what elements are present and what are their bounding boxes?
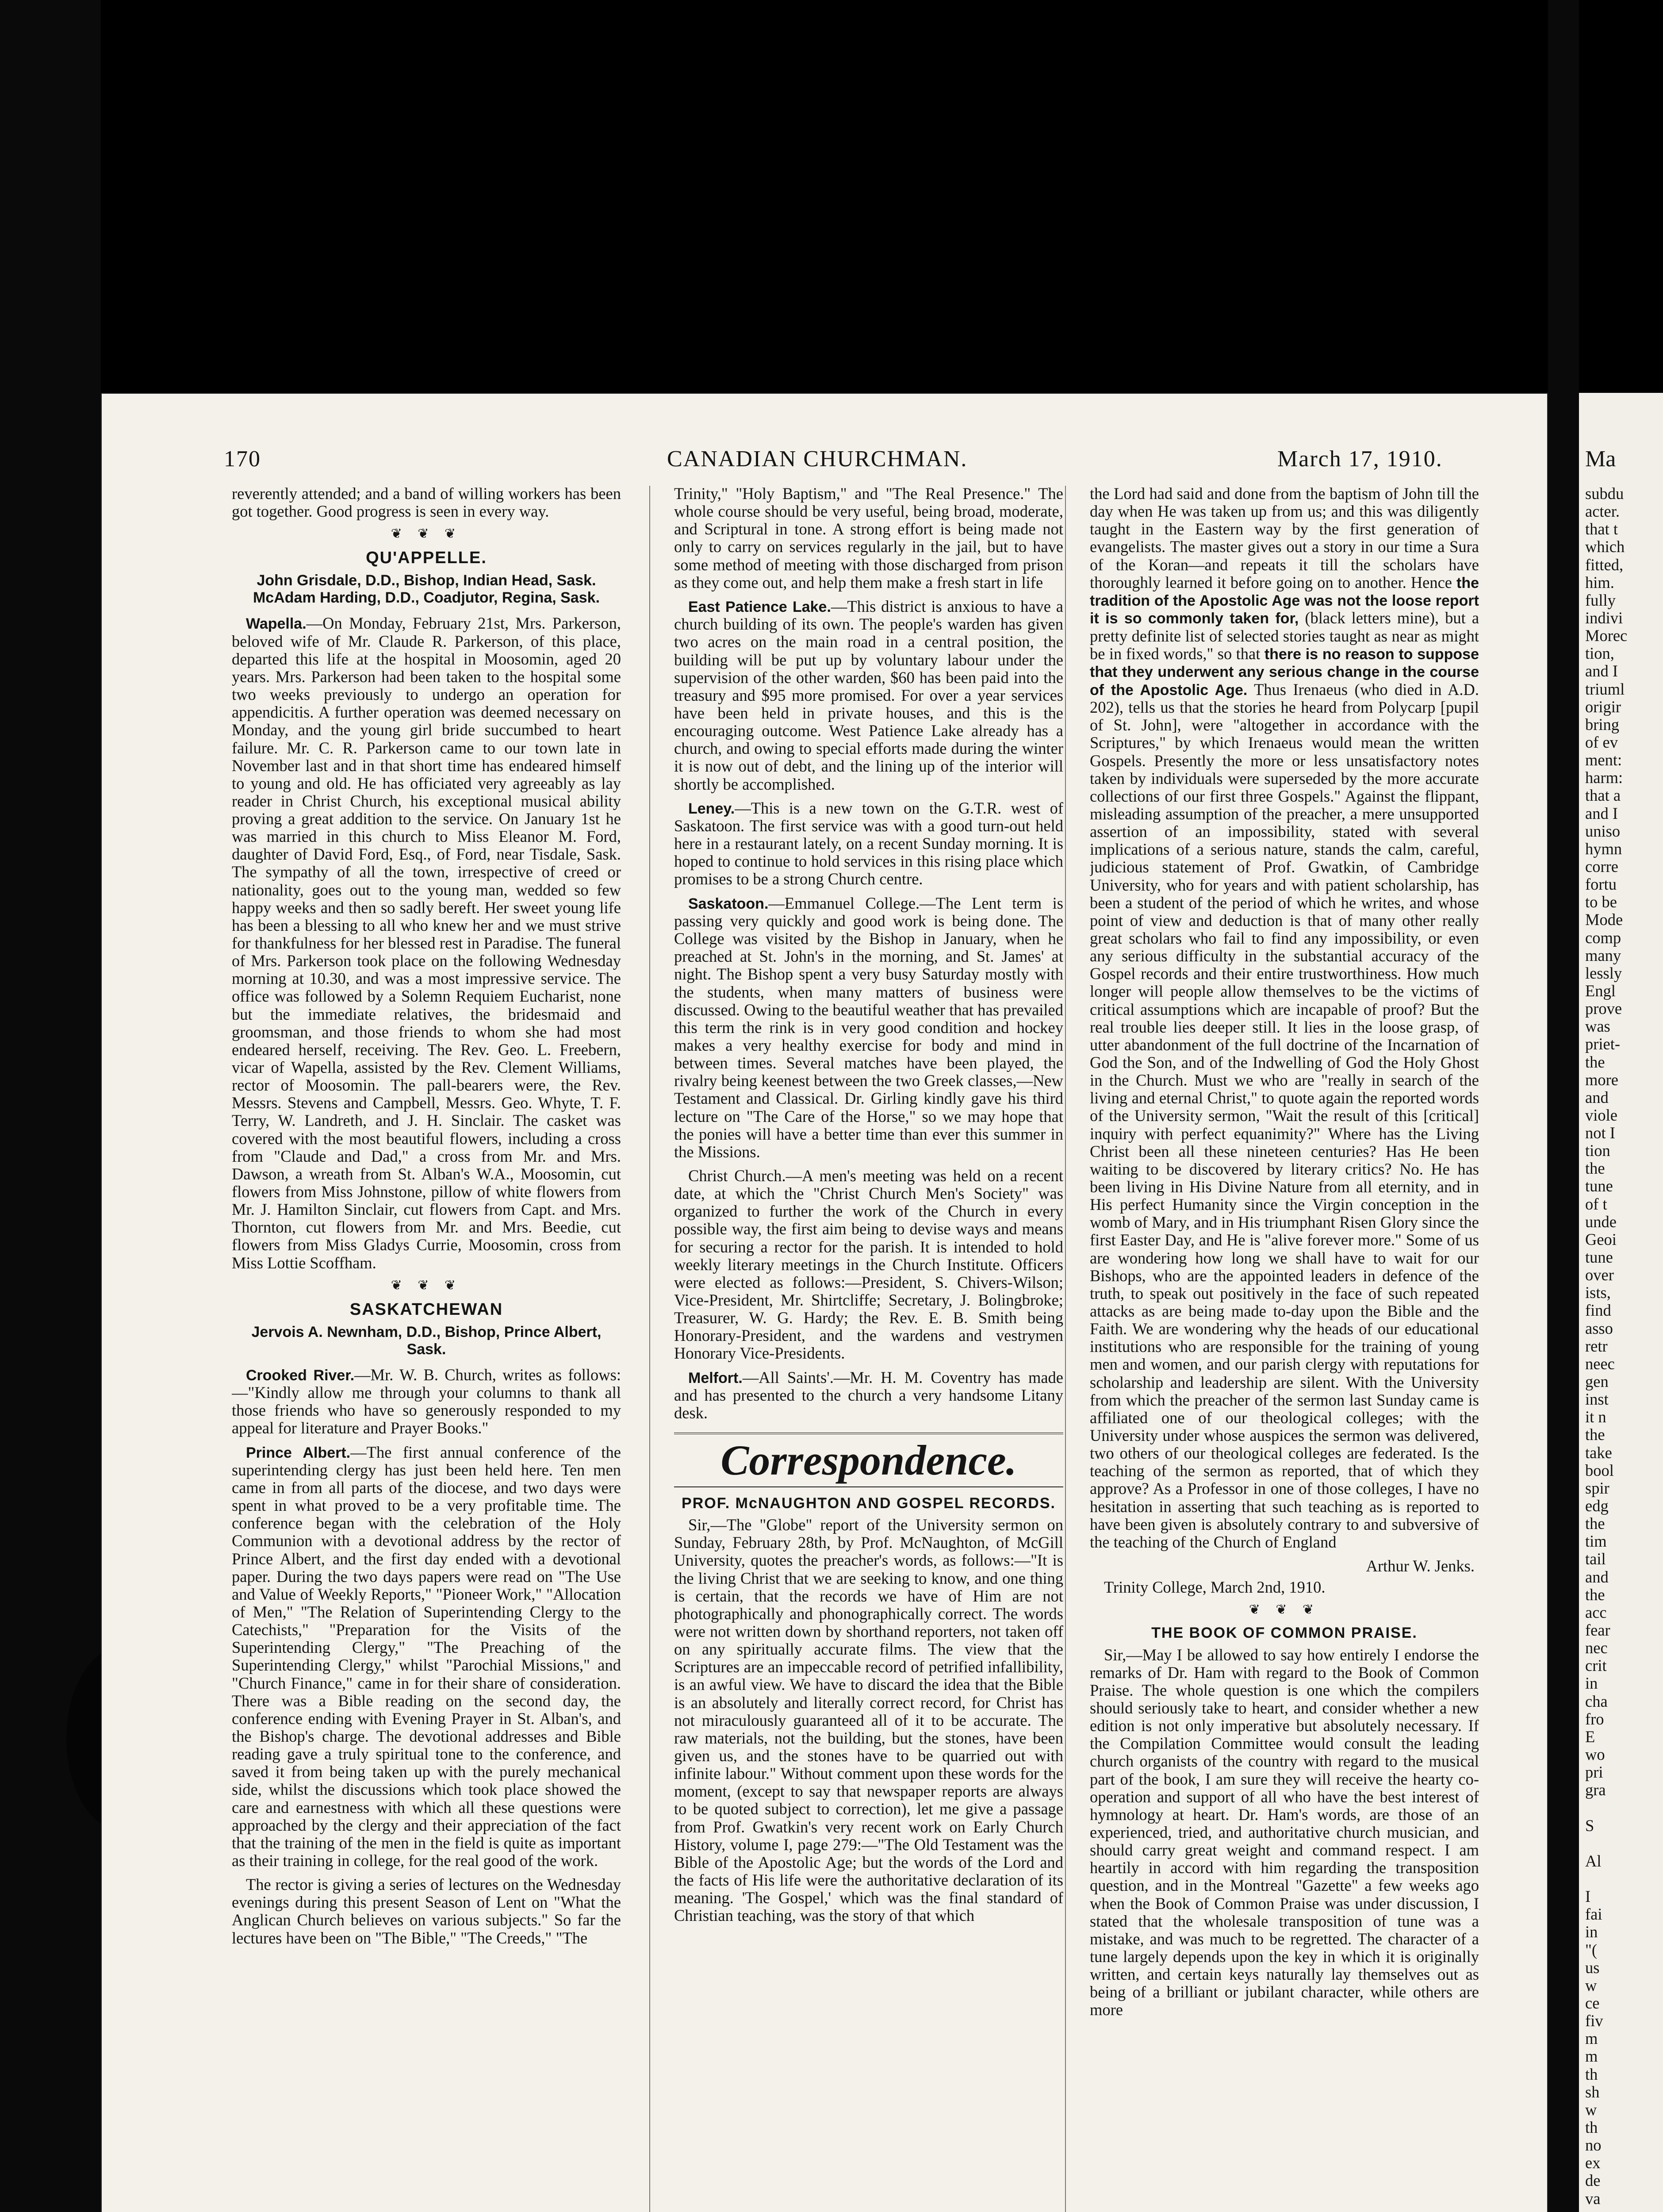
facing-line-fragment: the — [1585, 1160, 1605, 1178]
facing-line-fragment: sh — [1585, 2083, 1600, 2101]
column-rule — [1065, 486, 1066, 2212]
facing-line-fragment — [1585, 1799, 1663, 1816]
place-name: Leney. — [688, 800, 735, 817]
facing-line-fragment: the — [1585, 1586, 1605, 1604]
facing-line-fragment: lessly — [1585, 964, 1622, 982]
page-header — [101, 446, 1548, 481]
facing-line-fragment: gra — [1585, 1781, 1606, 1799]
facing-line-fragment: tion, — [1585, 645, 1614, 663]
bishop-line: John Grisdale, D.D., Bishop, Indian Head, Sask. McAdam Harding, D.D., Coadjutor, Regina, Sask. — [253, 572, 600, 607]
facing-line-fragment: fai — [1585, 1905, 1602, 1924]
facing-line-fragment: tail — [1585, 1550, 1606, 1568]
facing-line-fragment: take — [1585, 1444, 1612, 1462]
facing-line-fragment: neec — [1585, 1355, 1615, 1373]
column-3 — [1090, 485, 1479, 2212]
facing-line-fragment: retr — [1585, 1337, 1608, 1355]
facing-line-fragment: ists, — [1585, 1284, 1611, 1302]
bishop-line: Jervois A. Newnham, D.D., Bishop, Prince Albert, Sask. — [251, 1323, 602, 1358]
facing-line-fragment: gen — [1585, 1373, 1609, 1391]
facing-line-fragment: in — [1585, 1923, 1598, 1941]
facing-line-fragment: va — [1585, 2189, 1601, 2208]
facing-line-fragment: corre — [1585, 857, 1618, 876]
facing-line-fragment: fitted, — [1585, 556, 1624, 574]
lectures-paragraph: The rector is giving a series of lectures on the Wednesday evenings during this present Season of Lent on "What the Anglican Church believes on various subjects." So far the lectures have been on "The Bible," "The Creeds," "The — [232, 1875, 621, 1947]
facing-line-fragment: S — [1585, 1816, 1594, 1835]
facing-line-fragment: of t — [1585, 1195, 1607, 1213]
melfort-item: Melfort.—All Saints'.—Mr. H. M. Coventry has made and has presented to the church a very handsome Litany desk. — [674, 1368, 1063, 1422]
facing-line-fragment: fully — [1585, 591, 1616, 609]
facing-line-fragment: Engl — [1585, 982, 1616, 1000]
facing-line-fragment: the — [1585, 1515, 1605, 1533]
facing-line-fragment: Morec — [1585, 627, 1628, 645]
issue-date: March 17, 1910. — [1277, 446, 1443, 472]
facing-line-fragment: Mode — [1585, 911, 1623, 929]
newspaper-page — [101, 393, 1548, 2212]
facing-line-fragment: and I — [1585, 662, 1618, 680]
letter-continued: the Lord had said and done from the baptism of John till the day when He was taken up from us; and this was diligently taught in the Eastern way by the first generation of evangelists. The master gives out a story in our time a Sura of the Koran—and repeats it till the scholars have thoroughly learned it before going on to another. Hence the tradition of the Apostolic Age was not the loose report it is so commonly taken for, (black letters mine), but a pretty definite list of selected stories taught as near as might be in fixed words," so that there is no reason to suppose that they underwent any serious change in the course of the Apostolic Age. Thus Irenaeus (who died in A.D. 202), tells us that the stories he heard from Polycarp [pupil of St. John], were "altogether in accordance with the Scriptures," by which Irenaeus would mean the written Gospels. Presently the more or less unsatisfactory notes taken by individuals were superseded by the more accurate collections of our first three Gospels." Against the flippant, misleading assumption of the preacher, a mere unsupported assertion of an impossibility, stated with several implications of a serious nature, stands the calm, careful, judicious statement of Prof. Gwatkin, of Cambridge University, who for years and with patient scholarship, has been a student of the period of which he writes, and whose point of view and deduction is that of many other really great scholars who fail to find any impossibility, or even any serious difficulty in the substantial accuracy of the Gospel records and their entire trustworthiness. How much longer will people allow themselves to be the victims of critical assumptions which are incapable of proof? But the real trouble lies deeper still. It lies in the loose grasp, of utter abandonment of the full doctrine of the Incarnation of God the Son, and of the Indwelling of God the Holy Ghost in the Church. Must we who are "really in search of the living and eternal Christ," to quote again the reported words of the University sermon, "Wait the result of this [critical] inquiry with perfect equanimity?" Where has the Living Christ been all these nineteen centuries? Has He been waiting to be discovered by literary critics? No. He has been living in His Divine Nature from all eternity, and in His perfect Humanity since the Virgin conception in the womb of Mary, and in His triumphant Risen Glory since the first Easter Day, and He is "alive forever more." Some of us are wondering how long we shall have to wait for our Bishops, who are the appointed leaders in defence of the truth, to speak out positively in the face of such repeated attacks as are being made to-day upon the Bible and the Faith. We are wondering why the heads of our educational institutions who are responsible for the training of young men and women, and our parish clergy with reputations for scholarship and leadership are silent. With the University from which the preacher of the sermon last Sunday came is affiliated one of our theological colleges; with the University under whose auspices the sermon was delivered, two others of our theological colleges are federated. Is the teaching of the sermon as reported, that of which they approve? As a Professor in one of those colleges, I have no hesitation in asserting that such teaching as is reported to have been given is absolutely contrary to and subversive of the teaching of the Church of England — [1090, 485, 1479, 1551]
east-patience-item: East Patience Lake.—This district is anxious to have a church building of its own. The people's warden has given two acres on the main road in a central position, the building will be put up by voluntary labour under the supervision of the other warden, $60 has been paid into the treasury and $95 more promised. For over a year services have been held in private houses, and this is the encouraging outcome. West Patience Lake already has a church, and owing to special efforts made during the winter it is now out of debt, and the lining up of the interior will shortly be accomplished. — [674, 597, 1063, 793]
letter-body: Sir,—The "Globe" report of the University sermon on Sunday, February 28th, by Prof. McNaughton, of McGill University, quotes the preacher's words, as follows:—"It is the living Christ that we are seeking to know, and one thing is certain, that the records we have of Him are not photographically and phonographically correct. The words were not written down by shorthand reporters, not taken off on any spiritually accurate films. The view that the Scriptures are an impeccable record of petrified infallibility, is an awful view. We have to discard the idea that the Bible is an absolutely and literally correct record, for Christ has not miraculously guaranteed all of it to be accurate. The raw materials, not the building, but the stones, have been given us, and the stones have to be quarried out with infinite labour." Without comment upon these words for the moment, (except to say that newspaper reports are always to be quoted subject to correction), let me give a passage from Prof. Gwatkin's very recent work on Early Church History, volume I, page 279:—"The Old Testament was the Bible of the Apostolic Age; but the words of the Lord and the facts of His life were the authoritative declaration of its meaning. 'The Gospel,' which was the final standard of Christian teaching, was the story of that which — [674, 1516, 1063, 1925]
facing-line-fragment: prove — [1585, 1000, 1622, 1018]
facing-line-fragment: spir — [1585, 1479, 1609, 1497]
publication-title: CANADIAN CHURCHMAN. — [667, 446, 968, 472]
place-name: Prince Albert. — [246, 1444, 351, 1461]
facing-line-fragment: harm: — [1585, 769, 1623, 787]
facing-line-fragment: and — [1585, 1568, 1609, 1586]
facing-line-fragment: origir — [1585, 698, 1621, 716]
facing-line-fragment: w — [1585, 1976, 1597, 1994]
facing-line-fragment: pri — [1585, 1763, 1603, 1782]
facing-line-fragment: de — [1585, 2172, 1601, 2190]
continued-paragraph: Trinity," "Holy Baptism," and "The Real Presence." The whole course should be very useful, being broad, moderate, and Scriptural in tone. A strong effort is being made not only to carry on services regularly in the jail, but to have some method of meeting with those discharged from prison as they come out, and help them make a fresh start in life — [674, 485, 1063, 591]
facing-line-fragment: nec — [1585, 1639, 1608, 1657]
letter-heading: PROF. McNAUGHTON AND GOSPEL RECORDS. — [682, 1494, 1056, 1512]
facing-line-fragment: tune — [1585, 1248, 1613, 1267]
facing-line-fragment: cha — [1585, 1692, 1608, 1710]
wapella-item: Wapella.—On Monday, February 21st, Mrs. Parkerson, beloved wife of Mr. Claude R. Parkerson, of this place, departed this life at the hospital in Moosomin, aged 20 years. Mrs. Parkerson had been taken to the hospital some two weeks previously to undergo an operation for appendicitis. A further operation was deemed necessary on Monday, and the young girl bride succumbed to heart failure. Mr. C. R. Parkerson came to our town late in November last and in that short time has endeared himself to young and old. He has officiated very agreeably as lay reader in Christ Church, his exceptional musical ability proving a great addition to the service. On January 1st he was married in this church to Miss Eleanor M. Ford, daughter of David Ford, Esq., of Ford, near Tisdale, Sask. The sympathy of all the town, irrespective of creed or nationality, goes out to the young man, wedded so few happy weeks and then so sadly bereft. Her sweet young life has been a blessing to all who knew her and we must strive for thankfulness for her blessed rest in Paradise. The funeral of Mrs. Parkerson took place on the following Wednesday morning at 10.30, and was a most impressive service. The office was followed by a Solemn Requiem Eucharist, none but the immediate relatives, the bridesmaid and groomsman, and those friends to whom she had most endeared herself, receiving. The Rev. Geo. L. Freebern, vicar of Wapella, assisted by the Rev. Clement Williams, rector of Moosomin. The pall-bearers were, the Rev. Messrs. Stevens and Campbell, Messrs. Geo. Whyte, T. F. Terry, W. Landreth, and J. H. Sinclair. The casket was covered with the most beautiful flowers, including a cross from "Claude and Dad," a cross from Mr. and Mrs. Dawson, a wreath from St. Alban's W.A., Moosomin, cut flowers from Miss Johnstone, pillow of white flowers from Mr. J. Hamilton Sinclair, cut flowers from Capt. and Mrs. Thornton, cut flowers from Mr. and Mrs. Beedie, cut flowers from Miss Gladys Currie, Moosomin, cross from Miss Lottie Scoffham. — [232, 614, 621, 1272]
place-name: East Patience Lake. — [688, 598, 831, 615]
facing-line-fragment: tion — [1585, 1142, 1610, 1160]
facing-line-fragment: ex — [1585, 2154, 1601, 2172]
facing-page-fragment — [1579, 393, 1663, 2212]
facing-line-fragment: wo — [1585, 1745, 1605, 1763]
leney-item: Leney.—This is a new town on the G.T.R. west of Saskatoon. The first service was with a good turn-out held here in a restaurant lately, on a recent Sunday morning. It is hoped to continue to hold services in this rising place which promises to be a strong Church centre. — [674, 799, 1063, 888]
facing-page-column — [1585, 485, 1663, 2208]
facing-line-fragment: and I — [1585, 804, 1618, 822]
facing-line-fragment: ment: — [1585, 751, 1622, 769]
facing-line-fragment: asso — [1585, 1319, 1613, 1337]
page-number: 170 — [224, 446, 261, 472]
facing-line-fragment: viole — [1585, 1106, 1617, 1124]
facing-page-header: Ma — [1585, 446, 1616, 472]
facing-line-fragment: and — [1585, 1088, 1609, 1106]
facing-line-fragment: triuml — [1585, 680, 1625, 698]
facing-line-fragment: w — [1585, 2101, 1597, 2119]
bold-passage: there is no reason to suppose that they underwent any serious change in the course of the Apostolic Age. — [1090, 646, 1479, 699]
christ-church-item: Christ Church.—A men's meeting was held on a recent date, at which the "Christ Church Men's Society" was organized to further the work of the Church in every possible way, the first aim being to devise ways and means for securing a rector for the parish. It is intended to hold weekly literary meetings in the Church Institute. Officers were elected as follows:—President, S. Chivers-Wilson; Vice-President, Mr. Shirtcliffe; Secretary, J. Bolingbroke; Treasurer, W. G. Hardy; the Rev. E. B. Smith being Honorary-President, and the wardens and vestrymen Honorary Vice-Presidents. — [674, 1166, 1063, 1363]
facing-line-fragment: over — [1585, 1266, 1614, 1284]
facing-line-fragment: in — [1585, 1674, 1598, 1693]
facing-line-fragment: indivi — [1585, 609, 1623, 627]
facing-line-fragment: which — [1585, 538, 1625, 556]
intro-paragraph: reverently attended; and a band of willing workers has been got together. Good progress is seen in every way. — [232, 485, 621, 521]
facing-line-fragment — [1585, 1870, 1663, 1888]
column-2 — [674, 485, 1063, 2212]
prince-albert-item: Prince Albert.—The first annual conference of the superintending clergy has just been held here. Ten men came in from all parts of the diocese, and two days were spent in what proved to be a very profitable time. The conference began with the celebration of the Holy Communion with a devotional address by the rector of Prince Albert, and the first day ended with a devotional paper. During the two days papers were read on "The Use and Value of Weekly Reports," "Pioneer Work," "Allocation of Men," "The Relation of Superintending Clergy to the Catechists," "Preparation for the Visits of the Superintending Clergy," "The Preaching of the Superintending Clergy," whilst "Parochial Missions," and "Church Finance," came in for their share of consideration. There was a Bible reading on the second day, the conference ending with Evening Prayer in St. Alban's, and the Bishop's charge. The devotional addresses and Bible reading gave a truly spiritual tone to the conference, and saved it from being taken up with the purely mechanical side, whilst the discussions which took place showed the care and earnestness with which all these questions were approached by the clergy and their appreciation of the fact that the training of the men in the field is quite as important as their training in college, for the real good of the work. — [232, 1443, 621, 1870]
facing-line-fragment: edg — [1585, 1497, 1609, 1515]
signature: Arthur W. Jenks. — [1366, 1556, 1475, 1575]
facing-line-fragment: no — [1585, 2136, 1602, 2154]
facing-line-fragment: crit — [1585, 1657, 1607, 1675]
facing-line-fragment: Al — [1585, 1852, 1602, 1870]
ornament: ❦ ❦ ❦ — [391, 526, 462, 541]
facing-line-fragment: tim — [1585, 1532, 1607, 1551]
facing-line-fragment: m — [1585, 2030, 1598, 2048]
left-dark-margin — [0, 0, 101, 2212]
facing-line-fragment: acc — [1585, 1603, 1607, 1621]
facing-line-fragment: E — [1585, 1728, 1595, 1746]
facing-line-fragment: m — [1585, 2047, 1598, 2066]
facing-line-fragment: "( — [1585, 1941, 1598, 1959]
facing-line-fragment: fortu — [1585, 876, 1617, 894]
page-gutter — [1548, 0, 1579, 2212]
facing-line-fragment: Geoi — [1585, 1230, 1617, 1248]
letter-body: Sir,—May I be allowed to say how entirely I endorse the remarks of Dr. Ham with regard to the Book of Common Praise. The whole question is one which the compilers should seriously take to heart, and consider whether a new edition is not only imperative but absolutely necessary. If the Compilation Committee would consult the leading church organists of the country with regard to the musical part of the book, I am sure they will receive the hearty co-operation and support of all who have the best interest of hymnology at heart. Dr. Ham's words, are those of an experienced, tried, and authoritative church musician, and should carry great weight and command respect. I am heartily in accord with him regarding the transposition question, and in the Montreal "Gazette" a few weeks ago when the Book of Common Praise was under discussion, I stated that the wholesale transposition of tune was a mistake, and was much to be regretted. The character of a tune largely depends upon the key in which it is originally written, and certain keys naturally lay themselves out as being of a brilliant or jubilant character, while others are more — [1090, 1645, 1479, 2019]
facing-line-fragment: comp — [1585, 929, 1621, 947]
facing-line-fragment: many — [1585, 946, 1621, 964]
facing-line-fragment: of ev — [1585, 733, 1618, 751]
ornament: ❦ ❦ ❦ — [1249, 1602, 1320, 1617]
facing-line-fragment: acter. — [1585, 503, 1620, 521]
facing-line-fragment: not I — [1585, 1124, 1615, 1142]
facing-line-fragment: tune — [1585, 1177, 1613, 1195]
column-rule — [649, 486, 650, 2212]
place-name: Melfort. — [688, 1369, 743, 1386]
facing-line-fragment: was — [1585, 1018, 1610, 1036]
facing-line-fragment: to be — [1585, 893, 1617, 911]
diocese-heading: SASKATCHEWAN — [349, 1300, 503, 1319]
ornament: ❦ ❦ ❦ — [391, 1278, 462, 1293]
facing-line-fragment: priet- — [1585, 1035, 1621, 1053]
facing-line-fragment — [1585, 1835, 1663, 1852]
facing-line-fragment: inst — [1585, 1390, 1609, 1409]
facing-line-fragment: that t — [1585, 520, 1618, 538]
letter-heading: THE BOOK OF COMMON PRAISE. — [1151, 1624, 1418, 1642]
facing-line-fragment: that a — [1585, 787, 1621, 805]
facing-line-fragment: th — [1585, 2065, 1598, 2083]
facing-line-fragment: ce — [1585, 1994, 1600, 2012]
crooked-river-item: Crooked River.—Mr. W. B. Church, writes as follows:—"Kindly allow me through your columns to thank all those friends who have so generously responded to my appeal for literature and Prayer Books." — [232, 1365, 621, 1437]
facing-line-fragment: the — [1585, 1053, 1605, 1071]
signature-place: Trinity College, March 2nd, 1910. — [1104, 1578, 1326, 1597]
facing-line-fragment: find — [1585, 1302, 1611, 1320]
place-name: Wapella. — [246, 615, 307, 633]
facing-line-fragment: uniso — [1585, 822, 1621, 840]
facing-line-fragment: bring — [1585, 715, 1620, 733]
correspondence-banner: Correspondence. — [674, 1432, 1063, 1487]
place-name: Saskatoon. — [688, 895, 769, 912]
place-name: Crooked River. — [246, 1367, 355, 1384]
facing-line-fragment: subdu — [1585, 485, 1624, 503]
facing-line-fragment: the — [1585, 1426, 1605, 1444]
facing-line-fragment: I — [1585, 1888, 1591, 1906]
facing-line-fragment: unde — [1585, 1213, 1617, 1231]
facing-line-fragment: more — [1585, 1071, 1618, 1089]
facing-line-fragment: fro — [1585, 1710, 1604, 1728]
facing-line-fragment: hymn — [1585, 840, 1622, 858]
saskatoon-item: Saskatoon.—Emmanuel College.—The Lent term is passing very quickly and good work is being done. The College was visited by the Bishop in January, when he preached at St. John's in the morning, and St. James' at night. The Bishop spent a very busy Saturday mostly with the students, when many matters of business were discussed. Owing to the beautiful weather that has prevailed this term the rink is in very good condition and hockey makes a very healthy exercise for body and mind in between times. Several matches have been played, the rivalry being keenest between the two Greek classes,—New Testament and Classical. Dr. Girling kindly gave his third lecture on "The Care of the Horse," so we may hope that the ponies will have a better time than ever this summer in the Missions. — [674, 894, 1063, 1161]
bold-passage: the tradition of the Apostolic Age was not the loose report it is so commonly taken for, — [1090, 574, 1479, 627]
facing-line-fragment: fear — [1585, 1621, 1610, 1639]
facing-line-fragment: fiv — [1585, 2012, 1603, 2030]
diocese-heading: QU'APPELLE. — [366, 549, 487, 568]
facing-line-fragment: th — [1585, 2118, 1598, 2136]
facing-line-fragment: him. — [1585, 573, 1614, 591]
facing-line-fragment: us — [1585, 1959, 1600, 1977]
facing-line-fragment: it n — [1585, 1408, 1606, 1426]
column-1 — [232, 485, 621, 2212]
facing-line-fragment: bool — [1585, 1461, 1614, 1479]
